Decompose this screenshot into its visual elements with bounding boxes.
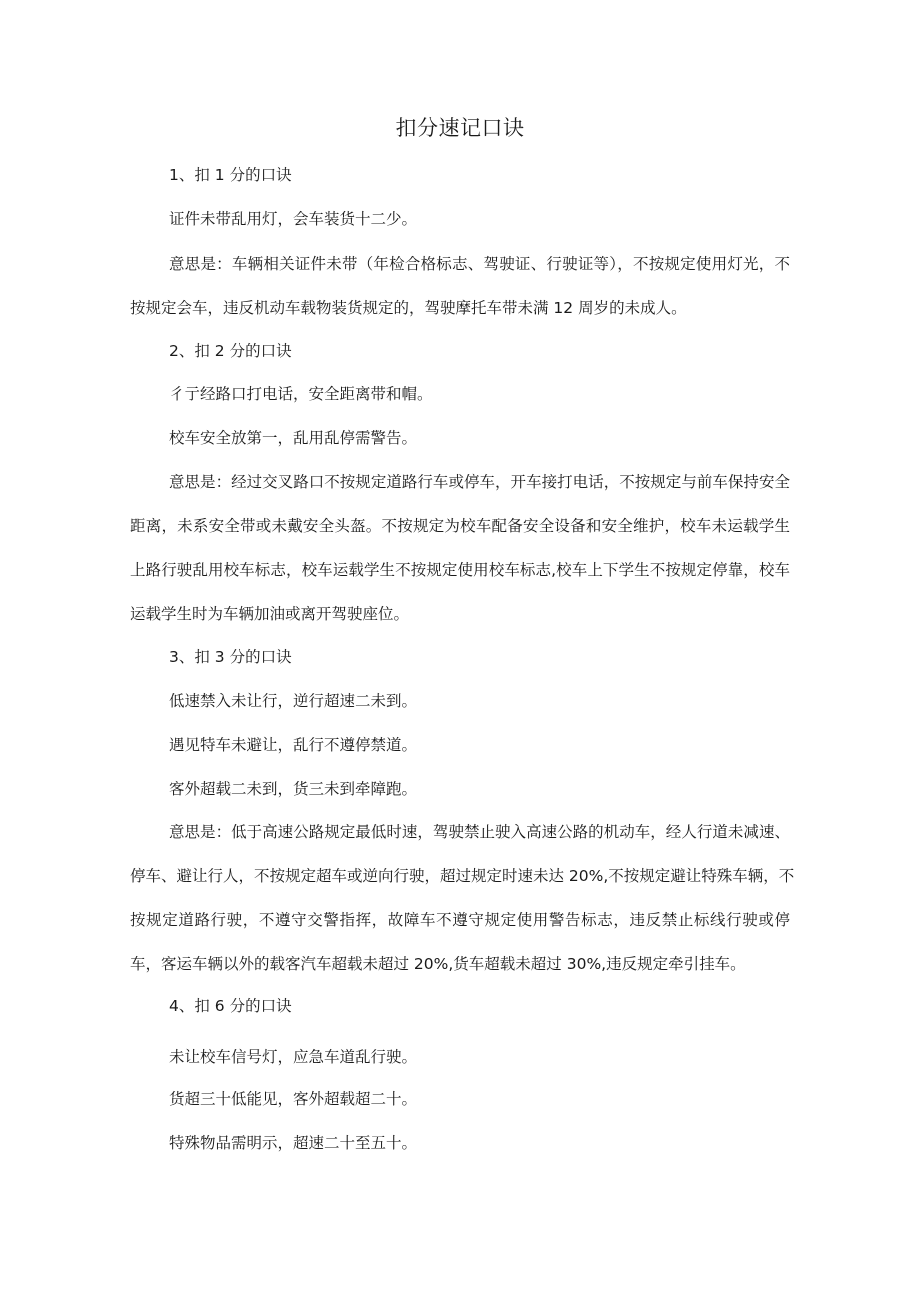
meaning-line: 意思是：经过交叉路口不按规定道路行车或停车，开车接打电话，不按规定与前车保持安全 [169,473,790,491]
meaning-line: 停车、避让行人，不按规定超车或逆向行驶，超过规定时速未达 20%,不按规定避让特殊车辆，不 [130,867,795,885]
verse-line: 货超三十低能见，客外超载超二十。 [169,1090,418,1108]
meaning-line: 车，客运车辆以外的载客汽车超载未超过 20%,货车超载未超过 30%,违反规定牵引挂车。 [130,955,746,973]
verse-line: 客外超载二未到，货三未到牵障跑。 [169,780,418,798]
meaning-line: 运载学生时为车辆加油或离开驾驶座位。 [130,605,410,623]
verse-line: 遇见特车未避让，乱行不遵停禁道。 [169,736,418,754]
verse-line: 证件未带乱用灯，会车装货十二少。 [169,210,418,228]
verse-line: 彳亍经路口打电话，安全距离带和帽。 [169,385,433,403]
section-heading-4: 4、扣 6 分的口诀 [169,997,292,1015]
section-heading-1: 1、扣 1 分的口诀 [169,166,292,184]
verse-line: 未让校车信号灯，应急车道乱行驶。 [169,1048,418,1066]
meaning-line: 意思是：低于高速公路规定最低时速，驾驶禁止驶入高速公路的机动车，经人行道未减速、 [169,823,790,841]
verse-line: 低速禁入未让行，逆行超速二未到。 [169,692,418,710]
verse-line: 特殊物品需明示，超速二十至五十。 [169,1134,418,1152]
section-heading-3: 3、扣 3 分的口诀 [169,648,292,666]
page-title: 扣分速记口诀 [395,116,525,140]
meaning-line: 意思是：车辆相关证件未带（年检合格标志、驾驶证、行驶证等），不按规定使用灯光，不 [169,255,790,273]
section-heading-2: 2、扣 2 分的口诀 [169,342,292,360]
meaning-line: 按规定会车，违反机动车载物装货规定的，驾驶摩托车带未满 12 周岁的未成人。 [130,299,687,317]
meaning-line: 距离，未系安全带或未戴安全头盔。不按规定为校车配备安全设备和安全维护，校车未运载学生 [130,517,790,535]
meaning-line: 按规定道路行驶，不遵守交警指挥，故障车不遵守规定使用警告标志，违反禁止标线行驶或停 [130,911,790,929]
meaning-line: 上路行驶乱用校车标志，校车运载学生不按规定使用校车标志,校车上下学生不按规定停靠，校车 [130,561,790,579]
verse-line: 校车安全放第一，乱用乱停需警告。 [169,429,418,447]
